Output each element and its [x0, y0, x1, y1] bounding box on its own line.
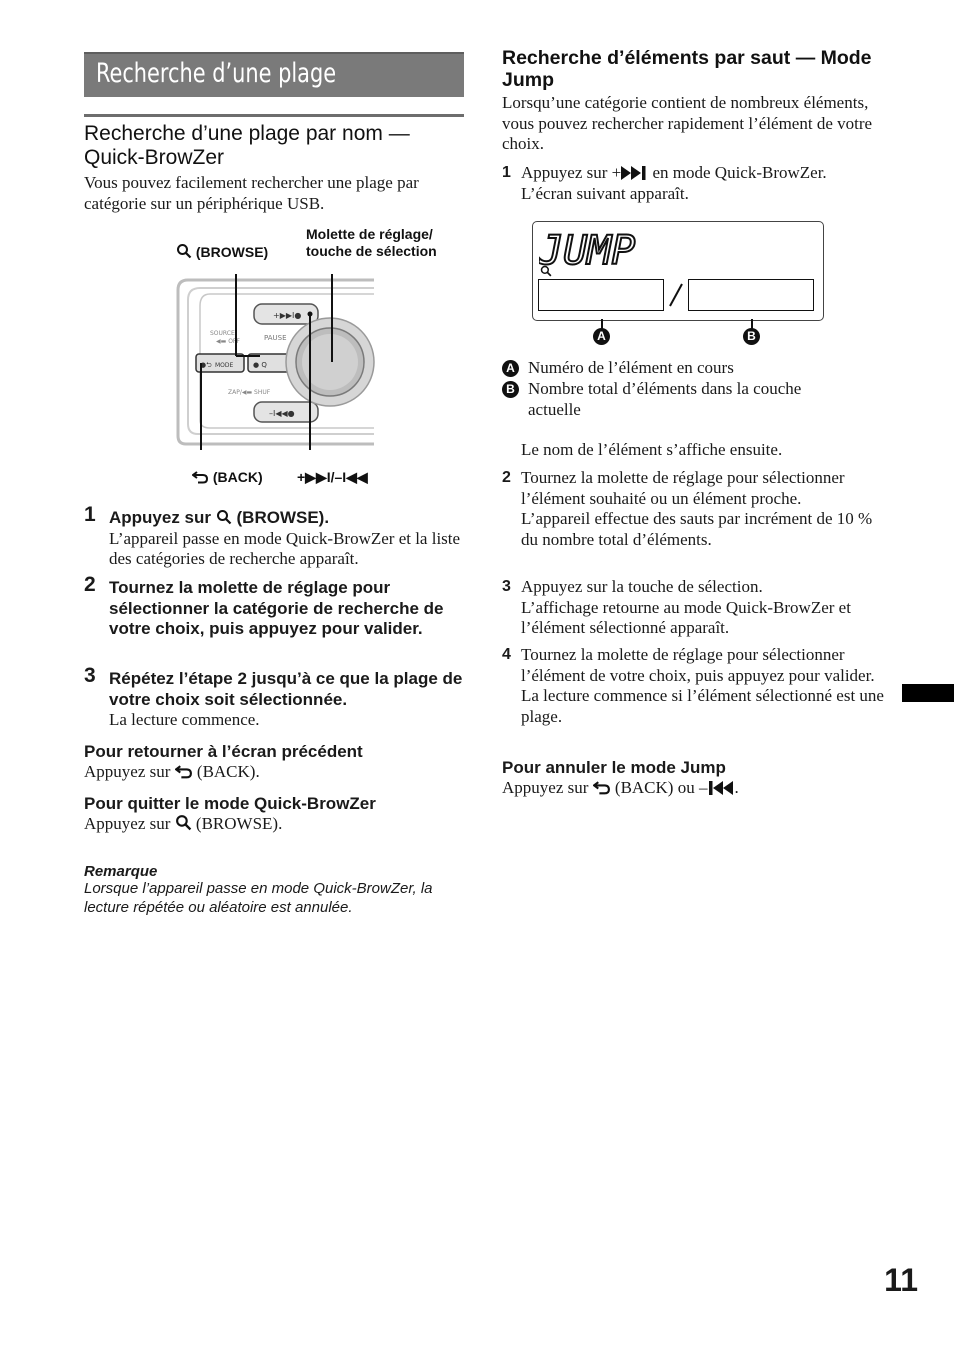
cancel-text: Appuyez sur (BACK) ou – . [502, 778, 739, 797]
note [84, 863, 469, 917]
legend-b: B Nombre total d’éléments dans la couche actuelle [502, 379, 882, 420]
step-number: 4 [502, 646, 511, 663]
search-icon [175, 814, 192, 831]
note-title: Remarque [84, 863, 158, 880]
callout-a: A [593, 328, 610, 345]
chapter-title-banner [84, 52, 464, 97]
intro-text: Vous pouvez facilement rechercher une plage par catégorie sur un périphérique USB. [84, 173, 419, 213]
note-text: Lorsque l’appareil passe en mode Quick-BrowZer, la lecture répétée ou aléatoire est annulée. [84, 880, 433, 916]
section-rule [84, 114, 464, 117]
step-title: Appuyez sur (BROWSE). [109, 508, 330, 527]
step-3 [109, 669, 469, 731]
page-number: 11 [884, 1262, 918, 1298]
quit-heading: Pour quitter le mode Quick-BrowZer [84, 794, 376, 813]
chapter-title: Recherche d’une plage [96, 58, 337, 89]
unit-diagram [170, 222, 470, 492]
front-panel-illustration [170, 274, 380, 454]
svg-text:ZAP/◀▬ SHUF: ZAP/◀▬ SHUF [228, 389, 271, 396]
svg-text:+▶▶I●: +▶▶I● [273, 311, 302, 320]
jump-display-text [539, 228, 651, 268]
jump-step-2: Tournez la molette de réglage pour sélectionner l’élément souhaité ou un élément proche. L’appareil effectue des sauts par incrément de 10 % du nombre total d’éléments. [521, 468, 873, 549]
total-number-field [688, 279, 814, 311]
step-2-title: Tournez la molette de réglage pour sélectionner la catégorie de recherche de votre choix, puis appuyez pour valider. [109, 578, 444, 638]
step-number: 2 [84, 573, 96, 596]
search-icon [540, 265, 552, 277]
svg-text:● Q: ● Q [253, 361, 267, 369]
cancel-section [502, 758, 887, 799]
back-section [84, 742, 469, 783]
quit-section [84, 794, 469, 835]
section-title-jump: Recherche d’éléments par saut — Mode Jump [502, 47, 872, 91]
current-number-field [538, 279, 664, 311]
cancel-heading: Pour annuler le mode Jump [502, 758, 726, 777]
jump-step-3: Appuyez sur la touche de sélection. L’affichage retourne au mode Quick-BrowZer et l’élément sélectionné apparaît. [521, 577, 851, 637]
svg-text:PAUSE: PAUSE [264, 334, 287, 342]
slash-segment [666, 281, 686, 309]
dial-label: Molette de réglage/ touche de sélection [306, 226, 437, 259]
back-label: (BACK) [192, 469, 263, 486]
step-1 [109, 508, 469, 570]
back-arrow-icon [593, 780, 611, 795]
after-legend-text: Le nom de l’élément s’affiche ensuite. [521, 440, 783, 459]
section-title-quick-browzer: Recherche d’une plage par nom — Quick-BrowZer [84, 122, 410, 169]
svg-text:JUMP: JUMP [539, 228, 636, 268]
legend-a: A Numéro de l’élément en cours [502, 358, 882, 379]
back-arrow-icon [175, 764, 193, 779]
step-number: 3 [84, 664, 96, 687]
step-number: 2 [502, 469, 511, 486]
back-arrow-icon [192, 470, 209, 484]
step-number: 1 [502, 164, 511, 181]
svg-text:MODE: MODE [215, 362, 234, 369]
back-text: Appuyez sur (BACK). [84, 762, 260, 781]
jump-step-4: Tournez la molette de réglage pour sélectionner l’élément de votre choix, puis appuyez pour valider. La lecture commence si l’élément sélectionné est une plage. [521, 645, 884, 726]
step-text: L’appareil passe en mode Quick-BrowZer et la liste des catégories de recherche apparaît. [109, 528, 461, 568]
svg-text:◀▬ OFF: ◀▬ OFF [216, 338, 240, 345]
previous-track-icon [707, 781, 734, 795]
back-heading: Pour retourner à l’écran précédent [84, 742, 363, 761]
jump-display [532, 221, 824, 321]
step-text: La lecture commence. [109, 710, 260, 729]
next-track-icon [621, 166, 648, 180]
svg-text:●⮌: ●⮌ [200, 361, 212, 369]
svg-text:–I◀◀●: –I◀◀● [269, 409, 295, 418]
step-number: 1 [84, 503, 96, 526]
jump-step-1: Appuyez sur + en mode Quick-BrowZer. L’écran suivant apparaît. [521, 163, 827, 203]
search-icon [216, 509, 232, 525]
search-icon [176, 243, 192, 259]
svg-text:SOURCE: SOURCE [210, 330, 235, 337]
step-number: 3 [502, 578, 511, 595]
seek-label: +▶▶I/–I◀◀ [297, 469, 368, 485]
callout-b: B [743, 328, 760, 345]
step-title: Répétez l’étape 2 jusqu’à ce que la plage de votre choix soit sélectionnée. [109, 669, 463, 709]
section-tab-marker [902, 684, 954, 702]
quit-text: Appuyez sur (BROWSE). [84, 814, 283, 833]
jump-intro: Lorsqu’une catégorie contient de nombreux éléments, vous pouvez rechercher rapidement l’élément de votre choix. [502, 93, 873, 153]
browse-label: (BROWSE) [176, 243, 268, 261]
